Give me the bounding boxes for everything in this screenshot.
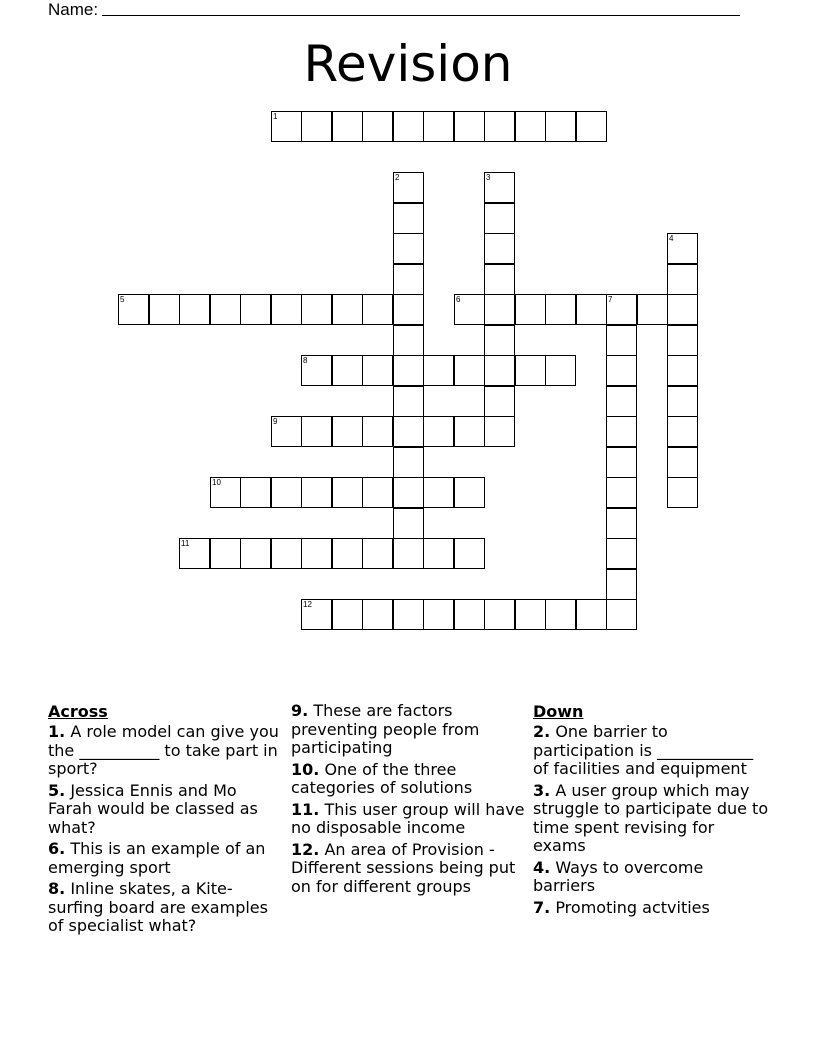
grid-cell[interactable]: [454, 599, 485, 630]
grid-cell[interactable]: [393, 508, 424, 539]
grid-cell[interactable]: [515, 294, 546, 325]
grid-cell[interactable]: [545, 355, 576, 386]
grid-cell[interactable]: [576, 599, 607, 630]
grid-cell[interactable]: [423, 538, 454, 569]
grid-cell[interactable]: [484, 111, 515, 142]
clue-number: 11: [181, 539, 190, 548]
grid-cell[interactable]: [301, 111, 332, 142]
grid-cell[interactable]: [393, 477, 424, 508]
grid-cell[interactable]: [362, 599, 393, 630]
clue-number: 4: [669, 234, 674, 243]
grid-cell[interactable]: [423, 477, 454, 508]
grid-cell[interactable]: [576, 111, 607, 142]
grid-cell[interactable]: [667, 294, 698, 325]
grid-cell[interactable]: [393, 599, 424, 630]
grid-cell[interactable]: [240, 294, 271, 325]
grid-cell[interactable]: [332, 416, 363, 447]
grid-cell[interactable]: [271, 416, 302, 447]
grid-cell[interactable]: [179, 538, 210, 569]
grid-cell[interactable]: [667, 325, 698, 356]
grid-cell[interactable]: [606, 447, 637, 478]
across-clue-1: 1. A role model can give you the __________ to take part in sport?: [48, 722, 279, 778]
grid-cell[interactable]: [362, 477, 393, 508]
grid-cell[interactable]: [332, 538, 363, 569]
grid-cell[interactable]: [393, 447, 424, 478]
grid-cell[interactable]: [484, 172, 515, 203]
grid-cell[interactable]: [606, 416, 637, 447]
grid-cell[interactable]: [301, 538, 332, 569]
grid-cell[interactable]: [332, 355, 363, 386]
grid-cell[interactable]: [606, 569, 637, 600]
grid-cell[interactable]: [179, 294, 210, 325]
grid-cell[interactable]: [301, 355, 332, 386]
grid-cell[interactable]: [545, 294, 576, 325]
grid-cell[interactable]: [545, 599, 576, 630]
grid-cell[interactable]: [332, 294, 363, 325]
grid-cell[interactable]: [271, 294, 302, 325]
grid-cell[interactable]: [301, 477, 332, 508]
grid-cell[interactable]: [210, 294, 241, 325]
grid-cell[interactable]: [667, 447, 698, 478]
grid-cell[interactable]: [362, 538, 393, 569]
grid-cell[interactable]: [454, 538, 485, 569]
clues-column-3: [533, 702, 769, 920]
grid-cell[interactable]: [454, 355, 485, 386]
grid-cell[interactable]: [240, 538, 271, 569]
grid-cell[interactable]: [393, 294, 424, 325]
grid-cell[interactable]: [240, 477, 271, 508]
grid-cell[interactable]: [454, 111, 485, 142]
grid-cell[interactable]: [271, 477, 302, 508]
down-clue-2: 2. One barrier to participation is ____________ of facilities and equipment: [533, 722, 754, 778]
grid-cell[interactable]: [484, 294, 515, 325]
grid-cell[interactable]: [515, 599, 546, 630]
grid-cell[interactable]: [149, 294, 180, 325]
clue-number: 6: [456, 295, 461, 304]
grid-cell[interactable]: [332, 111, 363, 142]
grid-cell[interactable]: [423, 416, 454, 447]
grid-cell[interactable]: [484, 599, 515, 630]
grid-cell[interactable]: [301, 416, 332, 447]
across-heading: Across: [48, 702, 108, 721]
grid-cell[interactable]: [393, 172, 424, 203]
grid-cell[interactable]: [606, 355, 637, 386]
across-clue-10: 10. One of the three categories of solutions: [291, 759, 473, 797]
clue-number: 5: [120, 295, 125, 304]
grid-cell[interactable]: [423, 599, 454, 630]
grid-cell[interactable]: [393, 264, 424, 295]
down-heading: Down: [533, 702, 584, 721]
grid-cell[interactable]: [362, 294, 393, 325]
clue-number: 9: [273, 417, 278, 426]
clue-number: 7: [608, 295, 613, 304]
name-label: Name:: [48, 0, 99, 19]
grid-cell[interactable]: [484, 233, 515, 264]
clues-column-1: [48, 702, 284, 939]
grid-cell[interactable]: [637, 294, 668, 325]
grid-cell[interactable]: [454, 477, 485, 508]
grid-cell[interactable]: [423, 355, 454, 386]
grid-cell[interactable]: [484, 416, 515, 447]
grid-cell[interactable]: [606, 538, 637, 569]
grid-cell[interactable]: [515, 355, 546, 386]
clues-column-2: [291, 702, 527, 899]
down-clue-7: 7. Promoting actvities: [533, 897, 710, 917]
down-clue-4: 4. Ways to overcome barriers: [533, 857, 704, 895]
grid-cell[interactable]: [393, 416, 424, 447]
grid-cell[interactable]: [393, 203, 424, 234]
grid-cell[interactable]: [271, 538, 302, 569]
grid-cell[interactable]: [210, 538, 241, 569]
grid-cell[interactable]: [606, 386, 637, 417]
across-clue-8: 8. Inline skates, a Kite-surfing board are examples of specialist what?: [48, 879, 268, 935]
clue-number: 8: [303, 356, 308, 365]
grid-cell[interactable]: [118, 294, 149, 325]
grid-cell[interactable]: [484, 355, 515, 386]
grid-cell[interactable]: [515, 111, 546, 142]
grid-cell[interactable]: [606, 325, 637, 356]
grid-cell[interactable]: [484, 325, 515, 356]
grid-cell[interactable]: [606, 477, 637, 508]
grid-cell[interactable]: [667, 386, 698, 417]
grid-cell[interactable]: [667, 264, 698, 295]
grid-cell[interactable]: [210, 477, 241, 508]
grid-cell[interactable]: [606, 508, 637, 539]
clue-number: 12: [303, 600, 312, 609]
grid-cell[interactable]: [393, 386, 424, 417]
grid-cell[interactable]: [393, 233, 424, 264]
grid-cell[interactable]: [393, 325, 424, 356]
grid-cell[interactable]: [393, 355, 424, 386]
grid-cell[interactable]: [667, 355, 698, 386]
grid-cell[interactable]: [332, 599, 363, 630]
grid-cell[interactable]: [576, 294, 607, 325]
grid-cell[interactable]: [362, 416, 393, 447]
clue-number: 1: [273, 112, 278, 121]
across-clue-12: 12. An area of Provision - Different sessions being put on for different groups: [291, 839, 516, 896]
across-clue-9: 9. These are factors preventing people from participating: [291, 701, 480, 757]
grid-cell[interactable]: [423, 111, 454, 142]
grid-cell[interactable]: [484, 264, 515, 295]
across-clue-11: 11. This user group will have no disposable income: [291, 799, 525, 837]
across-clue-5: 5. Jessica Ennis and Mo Farah would be classed as what?: [48, 780, 258, 837]
grid-cell[interactable]: [332, 477, 363, 508]
grid-cell[interactable]: [301, 294, 332, 325]
grid-cell[interactable]: [393, 111, 424, 142]
grid-cell[interactable]: [271, 111, 302, 142]
grid-cell[interactable]: [454, 416, 485, 447]
clue-number: 10: [212, 478, 221, 487]
grid-cell[interactable]: [454, 294, 485, 325]
grid-cell[interactable]: [484, 386, 515, 417]
grid-cell[interactable]: [362, 111, 393, 142]
clue-number: 3: [486, 173, 491, 182]
clue-number: 2: [395, 173, 400, 182]
down-clue-3: 3. A user group which may struggle to participate due to time spent revising for exams: [533, 780, 769, 855]
grid-cell[interactable]: [484, 203, 515, 234]
grid-cell[interactable]: [606, 599, 637, 630]
grid-cell[interactable]: [667, 416, 698, 447]
grid-cell[interactable]: [393, 538, 424, 569]
grid-cell[interactable]: [606, 294, 637, 325]
puzzle-title: Revision: [303, 35, 513, 93]
grid-cell[interactable]: [301, 599, 332, 630]
grid-cell[interactable]: [362, 355, 393, 386]
across-clue-6: 6. This is an example of an emerging sport: [48, 839, 266, 877]
grid-cell[interactable]: [545, 111, 576, 142]
grid-cell[interactable]: [667, 233, 698, 264]
grid-cell[interactable]: [667, 477, 698, 508]
